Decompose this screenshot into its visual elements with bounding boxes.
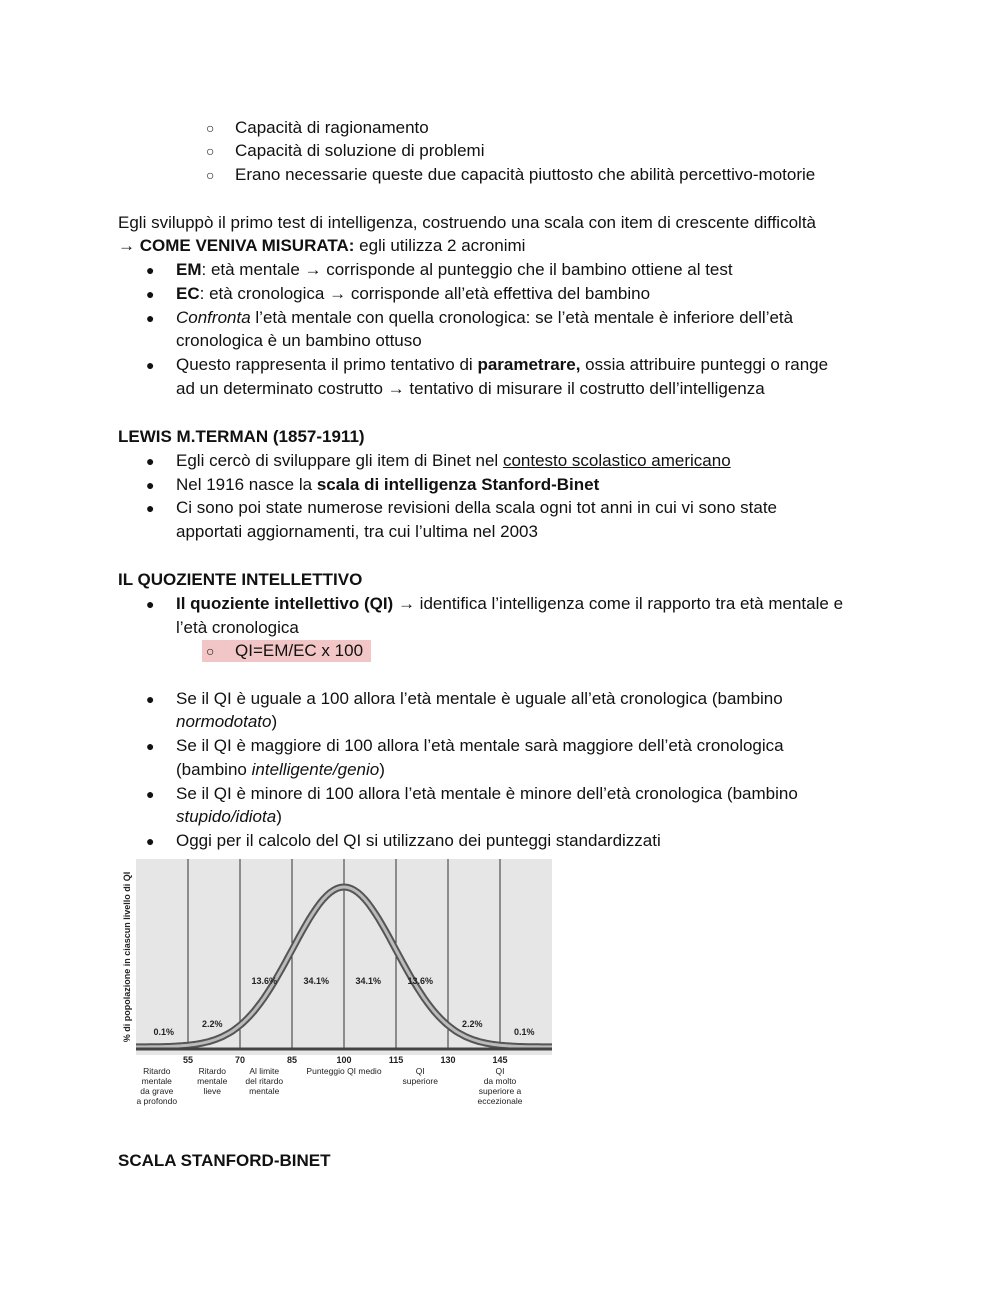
list-bullet-dot: ● [146,738,155,754]
category-label-line: eccezionale [477,1096,523,1106]
list-item-parametrare: Questo rappresenta il primo tentativo di parametrare, ossia attribuire punteggi o range [176,355,829,374]
iq-distribution-chart [118,857,552,1112]
list-bullet-dot: ● [146,477,155,493]
list-item: Se il QI è maggiore di 100 allora l’età mentale sarà maggiore dell’età cronologica [176,736,784,755]
category-label-line: Al limite [249,1066,280,1076]
band-percentage-label: 13.6% [407,976,434,986]
category-label-line: QI [415,1066,425,1076]
list-item: Capacità di ragionamento [235,118,429,137]
category-label-line: superiore [402,1076,438,1086]
paragraph-how: → COME VENIVA MISURATA: egli utilizza 2 acronimi [118,236,526,255]
band-percentage-label: 13.6% [251,976,278,986]
band-percentage-label: 34.1% [303,976,330,986]
list-bullet-circle: ○ [206,167,215,183]
list-item-cont: normodotato) [176,712,278,731]
formula: QI=EM/EC x 100 [235,641,364,660]
list-bullet-dot: ● [146,262,155,278]
list-bullet-circle: ○ [206,120,215,136]
list-item-cont: (bambino intelligente/genio) [176,760,385,779]
category-label-line: mentale [197,1076,228,1086]
category-label-line: Punteggio QI medio [306,1066,382,1076]
list-item-confronta: Confronta l’età mentale con quella cronologica: se l’età mentale è inferiore dell’età [176,308,794,327]
band-percentage-label: 2.2% [202,1019,223,1029]
category-label-line: Ritardo [143,1066,171,1076]
list-item-cont: stupido/idiota) [176,807,282,826]
category-label-line: QI [495,1066,505,1076]
list-bullet-dot: ● [146,286,155,302]
category-label-line: superiore a [478,1086,522,1096]
list-bullet-dot: ● [146,833,155,849]
list-bullet-dot: ● [146,310,155,326]
x-tick-label: 70 [234,1055,246,1065]
category-label-line: da grave [140,1086,174,1096]
x-tick-label: 115 [388,1055,404,1065]
section-heading-terman: LEWIS M.TERMAN (1857-1911) [118,427,365,446]
list-item: Capacità di soluzione di problemi [235,141,485,160]
category-label-line: a profondo [136,1096,178,1106]
list-item-confronta-cont: cronologica è un bambino ottuso [176,331,422,350]
list-item-qi-definition: Il quoziente intellettivo (QI) → identifica l’intelligenza come il rapporto tra età mentale e [176,594,844,613]
y-axis-label: % di popolazione in ciascun livello di QI [122,871,132,1043]
section-heading-qi: IL QUOZIENTE INTELLETTIVO [118,570,363,589]
list-item-qi-definition-cont: l’età cronologica [176,618,299,637]
x-tick-label: 145 [492,1055,508,1065]
list-item: Nel 1916 nasce la scala di intelligenza Stanford-Binet [176,475,600,494]
x-tick-label: 100 [336,1055,352,1065]
list-item: Se il QI è minore di 100 allora l’età mentale è minore dell’età cronologica (bambino [176,784,798,803]
band-percentage-label: 2.2% [462,1019,483,1029]
list-bullet-circle: ○ [206,643,215,659]
list-bullet-dot: ● [146,691,155,707]
paragraph-intro: Egli sviluppò il primo test di intelligenza, costruendo una scala con item di crescente difficoltà [118,213,816,232]
iq-distribution-svg [118,857,552,1112]
category-label-line: mentale [249,1086,280,1096]
category-label-line: Ritardo [198,1066,226,1076]
list-bullet-dot: ● [146,357,155,373]
x-tick-label: 130 [440,1055,456,1065]
band-percentage-label: 34.1% [355,976,382,986]
x-tick-label: 55 [182,1055,194,1065]
list-item: Oggi per il calcolo del QI si utilizzano dei punteggi standardizzati [176,831,661,850]
category-label-line: mentale [141,1076,172,1086]
list-bullet-circle: ○ [206,143,215,159]
band-percentage-label: 0.1% [514,1027,535,1037]
list-item: Egli cercò di sviluppare gli item di Binet nel contesto scolastico americano [176,451,731,470]
category-label-line: del ritardo [245,1076,284,1086]
list-item: Se il QI è uguale a 100 allora l’età mentale è uguale all’età cronologica (bambino [176,689,783,708]
x-tick-label: 85 [286,1055,298,1065]
list-item-ec: EC: età cronologica → corrisponde all’età effettiva del bambino [176,284,651,303]
category-label [306,1066,381,1076]
list-item-cont: apportati aggiornamenti, tra cui l’ultima nel 2003 [176,522,538,541]
list-bullet-dot: ● [146,596,155,612]
list-item: Ci sono poi state numerose revisioni della scala ogni tot anni in cui vi sono state [176,498,778,517]
list-bullet-dot: ● [146,786,155,802]
list-item-em: EM: età mentale → corrisponde al punteggio che il bambino ottiene al test [176,260,733,279]
list-item-parametrare-cont: ad un determinato costrutto → tentativo di misurare il costrutto dell’intelligenza [176,379,765,398]
band-percentage-label: 0.1% [153,1027,174,1037]
category-label-line: lieve [203,1086,222,1096]
list-item: Erano necessarie queste due capacità piuttosto che abilità percettivo-motorie [235,165,816,184]
category-label [245,1066,283,1096]
list-bullet-dot: ● [146,453,155,469]
list-bullet-dot: ● [146,500,155,516]
category-label-line: da molto [483,1076,517,1086]
section-heading-stanford-binet: SCALA STANFORD-BINET [118,1151,331,1170]
